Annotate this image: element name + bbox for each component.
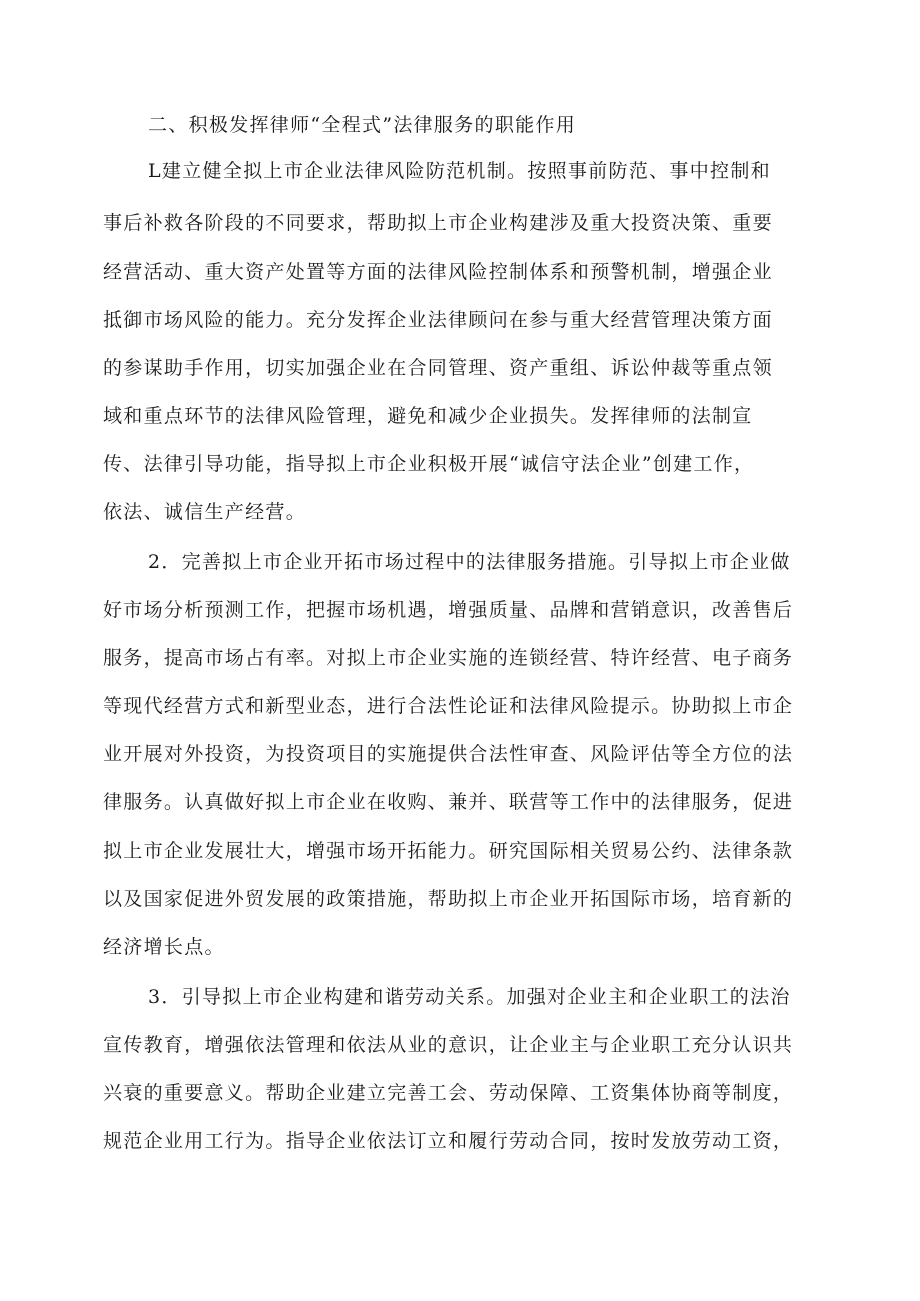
paragraph-2-line-1: 2．完善拟上市企业开拓市场过程中的法律服务措施。引导拟上市企业做 <box>148 551 791 573</box>
paragraph-2-line-5: 业开展对外投资，为投资项目的实施提供合法性审查、风险评估等全方位的法 <box>103 743 794 765</box>
paragraph-3-line-1: 3．引导拟上市企业构建和谐劳动关系。加强对企业主和企业职工的法治 <box>148 986 791 1008</box>
paragraph-1-line-5: 的参谋助手作用，切实加强企业在合同管理、资产重组、诉讼仲裁等重点领 <box>103 357 773 379</box>
paragraph-3-line-2: 宣传教育，增强依法管理和依法从业的意识，让企业主与企业职工充分认识共 <box>103 1034 794 1056</box>
paragraph-3-line-3: 兴衰的重要意义。帮助企业建立完善工会、劳动保障、工资集体协商等制度， <box>103 1082 794 1104</box>
paragraph-2-line-3: 服务，提高市场占有率。对拟上市企业实施的连锁经营、特许经营、电子商务 <box>103 647 794 669</box>
paragraph-2-line-7: 拟上市企业发展壮大，增强市场开拓能力。研究国际相关贸易公约、法律条款 <box>103 840 794 862</box>
paragraph-1-line-7: 传、法律引导功能，指导拟上市企业积极开展“诚信守法企业”创建工作， <box>103 453 755 475</box>
paragraph-1-line-6: 域和重点环节的法律风险管理，避免和减少企业损失。发挥律师的法制宣 <box>103 405 753 427</box>
paragraph-3-line-4: 规范企业用工行为。指导企业依法订立和履行劳动合同，按时发放劳动工资， <box>103 1130 794 1152</box>
paragraph-1-line-2: 事后补救各阶段的不同要求，帮助拟上市企业构建涉及重大投资决策、重要 <box>103 212 773 234</box>
section-heading: 二、积极发挥律师“全程式”法律服务的职能作用 <box>148 114 577 136</box>
paragraph-1-line-8: 依法、诚信生产经营。 <box>103 501 307 523</box>
paragraph-2-line-8: 以及国家促进外贸发展的政策措施，帮助拟上市企业开拓国际市场，培育新的 <box>103 888 794 910</box>
paragraph-2-line-4: 等现代经营方式和新型业态，进行合法性论证和法律风险提示。协助拟上市企 <box>103 695 794 717</box>
paragraph-2-line-2: 好市场分析预测工作，把握市场机遇，增强质量、品牌和营销意识，改善售后 <box>103 599 794 621</box>
paragraph-1-line-3: 经营活动、重大资产处置等方面的法律风险控制体系和预警机制，增强企业 <box>103 261 773 283</box>
paragraph-1-line-4: 抵御市场风险的能力。充分发挥企业法律顾问在参与重大经营管理决策方面 <box>103 309 773 331</box>
paragraph-1-line-1: L建立健全拟上市企业法律风险防范机制。按照事前防范、事中控制和 <box>148 160 771 182</box>
paragraph-2-line-6: 律服务。认真做好拟上市企业在收购、兼并、联营等工作中的法律服务，促进 <box>103 791 794 813</box>
paragraph-2-line-9: 经济增长点。 <box>103 936 225 958</box>
